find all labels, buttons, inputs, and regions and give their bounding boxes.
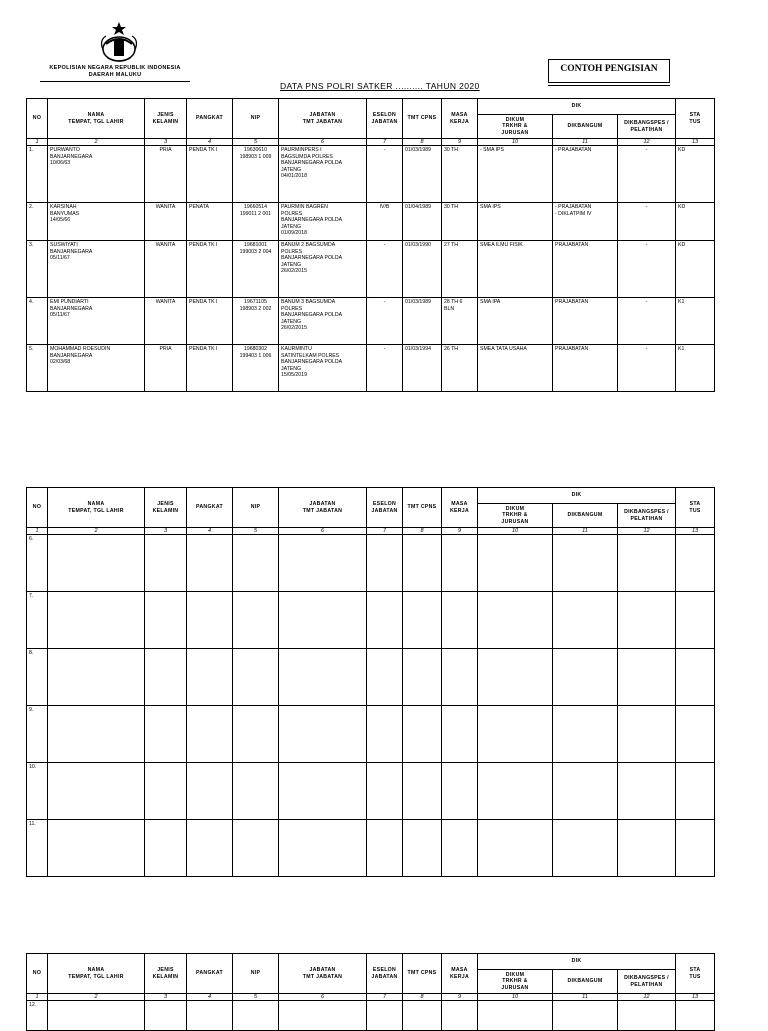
col-number: 13 [676,139,715,146]
cell-empty [279,535,367,592]
cell-tmt: 01/03/1994 [403,345,442,392]
cell-masa: 30 TH [442,203,478,241]
col-header-masa-kerja: MASA KERJA [442,99,478,139]
cell-empty [553,820,618,877]
cell-dikbangum: PRAJABATAN [553,241,618,298]
cell-no: 11. [27,820,48,877]
cell-eselon: - [367,241,403,298]
cell-jenis: PRIA [145,146,187,203]
cell-nama: KARSINAH BANYUMAS 14/05/66 [48,203,145,241]
cell-pangkat: PENDA TK I [187,241,233,298]
stamp-underline [548,85,670,86]
cell-empty [478,535,553,592]
cell-status: K1 [676,298,715,345]
pns-table-3 [26,953,715,1031]
cell-dikbangspes: - [618,241,676,298]
cell-masa: 30 TH [442,146,478,203]
document-title-text: DATA PNS POLRI SATKER .......... TAHUN 2020 [280,81,480,91]
col-header-jenis-kelamin: JENIS KELAMIN [145,99,187,139]
cell-eselon: - [367,345,403,392]
cell-empty [367,535,403,592]
table-row [27,592,715,649]
table-row [27,241,715,298]
col-number: 13 [676,528,715,535]
cell-empty [403,706,442,763]
cell-nama: EMI PUNDIARTI BANJARNEGARA 05/11/67 [48,298,145,345]
cell-jabatan: KAURMINTU SATINTELKAM POLRES BANJARNEGARA POLDA JATENG 15/05/2019 [279,345,367,392]
table-row [27,763,715,820]
cell-empty [618,763,676,820]
cell-jenis: WANITA [145,298,187,345]
cell-tmt: 01/03/1990 [403,241,442,298]
cell-empty [48,535,145,592]
col-number: 6 [279,994,367,1001]
cell-empty [145,649,187,706]
col-header-pangkat: PANGKAT [187,99,233,139]
cell-empty [403,592,442,649]
cell-tmt: 01/04/1989 [403,203,442,241]
col-header-tmt-cpns: TMT CPNS [403,488,442,528]
document-title [280,81,480,91]
col-number: 9 [442,528,478,535]
col-header-pangkat: PANGKAT [187,954,233,994]
col-header-tmt-cpns: TMT CPNS [403,99,442,139]
cell-empty [478,763,553,820]
col-number: 4 [187,528,233,535]
cell-dikum: SMA IPS [478,203,553,241]
cell-empty [145,1001,187,1031]
cell-empty [478,649,553,706]
cell-nip: 19681001 199003 2 004 [233,241,279,298]
cell-empty [187,820,233,877]
col-header-no: NO [27,954,48,994]
col-header-dik: DIK [478,488,676,504]
cell-empty [442,763,478,820]
col-header-dikbangspes: DIKBANGSPES / PELATIHAN [618,970,676,994]
cell-no: 4. [27,298,48,345]
cell-empty [618,649,676,706]
col-header-jabatan: JABATAN TMT JABATAN [279,488,367,528]
org-line-2: DAERAH MALUKU [88,72,142,78]
cell-empty [478,1001,553,1031]
col-header-dikum: DIKUM TRKHR & JURUSAN [478,504,553,528]
cell-empty [233,592,279,649]
cell-empty [48,706,145,763]
col-number: 5 [233,994,279,1001]
cell-empty [233,1001,279,1031]
col-header-no: NO [27,99,48,139]
cell-empty [187,592,233,649]
col-header-dikbangum: DIKBANGUM [553,504,618,528]
cell-empty [442,649,478,706]
table-row [27,203,715,241]
cell-empty [367,592,403,649]
col-number: 3 [145,139,187,146]
cell-nip: 19660514 199011 2 001 [233,203,279,241]
col-number: 13 [676,994,715,1001]
table-row [27,535,715,592]
col-header-jenis-kelamin: JENIS KELAMIN [145,954,187,994]
cell-nama: SUSWIYATI BANJARNEGARA 05/11/67 [48,241,145,298]
col-number: 7 [367,139,403,146]
col-number: 7 [367,994,403,1001]
cell-pangkat: PENDA TK I [187,146,233,203]
cell-empty [233,535,279,592]
cell-empty [279,1001,367,1031]
col-number: 10 [478,139,553,146]
col-header-jabatan: JABATAN TMT JABATAN [279,99,367,139]
cell-empty [187,1001,233,1031]
cell-dikbangspes: - [618,146,676,203]
cell-status: KD [676,203,715,241]
cell-empty [676,535,715,592]
cell-no: 2. [27,203,48,241]
cell-empty [676,592,715,649]
col-header-nama: NAMA TEMPAT, TGL LAHIR [48,954,145,994]
cell-empty [233,649,279,706]
col-header-jabatan: JABATAN TMT JABATAN [279,954,367,994]
cell-empty [676,763,715,820]
col-number: 6 [279,528,367,535]
col-number: 5 [233,139,279,146]
table-row [27,146,715,203]
pns-table-1 [26,98,715,392]
col-number: 8 [403,994,442,1001]
col-header-tmt-cpns: TMT CPNS [403,954,442,994]
col-number: 6 [279,139,367,146]
cell-no: 12. [27,1001,48,1031]
cell-empty [187,535,233,592]
cell-eselon: IV/B [367,203,403,241]
organization-name [40,65,190,79]
cell-dikbangspes: - [618,203,676,241]
cell-no: 7. [27,592,48,649]
cell-masa: 28 TH 6 BLN [442,298,478,345]
col-header-status: STA TUS [676,954,715,994]
col-number: 10 [478,994,553,1001]
cell-empty [478,706,553,763]
col-number: 11 [553,139,618,146]
cell-empty [279,706,367,763]
cell-empty [618,535,676,592]
cell-nip: 19630610 198903 1 009 [233,146,279,203]
cell-jabatan: PAURMINPERS I BAGSUMDA POLRES BANJARNEGARA POLDA JATENG 04/01/2018 [279,146,367,203]
cell-empty [403,649,442,706]
cell-tmt: 01/03/1989 [403,298,442,345]
cell-empty [676,820,715,877]
cell-empty [553,763,618,820]
cell-empty [553,535,618,592]
cell-dikbangum: - PRAJABATAN [553,146,618,203]
cell-empty [233,706,279,763]
col-header-masa-kerja: MASA KERJA [442,488,478,528]
col-header-pangkat: PANGKAT [187,488,233,528]
col-number: 12 [618,528,676,535]
cell-empty [553,1001,618,1031]
cell-empty [442,1001,478,1031]
col-header-dikbangum: DIKBANGUM [553,970,618,994]
cell-empty [279,820,367,877]
cell-masa: 27 TH [442,241,478,298]
table-row [27,820,715,877]
police-emblem-logo [94,20,144,64]
col-number: 2 [48,528,145,535]
cell-dikbangspes: - [618,345,676,392]
cell-dikbangum: - PRAJABATAN - DIKLATPIM IV [553,203,618,241]
cell-empty [442,706,478,763]
col-header-dikbangum: DIKBANGUM [553,115,618,139]
col-header-dikum: DIKUM TRKHR & JURUSAN [478,970,553,994]
cell-empty [618,592,676,649]
cell-empty [403,763,442,820]
cell-empty [478,592,553,649]
col-number: 11 [553,528,618,535]
cell-empty [279,649,367,706]
cell-jabatan: BANUM 3 BAGSUMDA POLRES BANJARNEGARA POLDA JATENG 26/02/2015 [279,298,367,345]
cell-empty [187,706,233,763]
cell-no: 10. [27,763,48,820]
col-number: 11 [553,994,618,1001]
table-row [27,649,715,706]
cell-tmt: 01/03/1989 [403,146,442,203]
table-row [27,345,715,392]
cell-empty [279,763,367,820]
col-header-nama: NAMA TEMPAT, TGL LAHIR [48,488,145,528]
cell-jabatan: PAURMIN BAGREN POLRES BANJARNEGARA POLDA JATENG 01/09/2018 [279,203,367,241]
cell-empty [367,1001,403,1031]
cell-empty [233,820,279,877]
cell-empty [48,820,145,877]
cell-empty [367,763,403,820]
org-underline [40,81,190,82]
cell-jenis: WANITA [145,203,187,241]
cell-empty [442,535,478,592]
cell-jabatan: BANUM 2 BAGSUMDA POLRES BANJARNEGARA POLDA JATENG 26/02/2015 [279,241,367,298]
col-header-status: STA TUS [676,99,715,139]
col-header-masa-kerja: MASA KERJA [442,954,478,994]
col-header-eselon: ESELON JABATAN [367,99,403,139]
cell-jenis: WANITA [145,241,187,298]
col-number: 9 [442,139,478,146]
col-number: 5 [233,528,279,535]
cell-empty [367,649,403,706]
cell-masa: 26 TH [442,345,478,392]
cell-empty [618,820,676,877]
cell-status: KD [676,146,715,203]
col-number: 10 [478,528,553,535]
cell-empty [145,535,187,592]
cell-no: 8. [27,649,48,706]
cell-empty [48,763,145,820]
col-number: 8 [403,528,442,535]
col-number: 3 [145,528,187,535]
cell-dikbangum: PRAJABATAN [553,298,618,345]
col-number: 9 [442,994,478,1001]
cell-empty [676,1001,715,1031]
cell-empty [145,763,187,820]
cell-pangkat: PENDA TK I [187,345,233,392]
col-number: 4 [187,139,233,146]
cell-empty [676,706,715,763]
cell-dikum: SMA IPA [478,298,553,345]
cell-empty [48,649,145,706]
cell-empty [145,706,187,763]
cell-empty [442,592,478,649]
cell-dikbangspes: - [618,298,676,345]
col-header-eselon: ESELON JABATAN [367,954,403,994]
cell-no: 3. [27,241,48,298]
col-header-dikbangspes: DIKBANGSPES / PELATIHAN [618,504,676,528]
cell-empty [145,592,187,649]
cell-empty [553,706,618,763]
cell-no: 5. [27,345,48,392]
col-header-eselon: ESELON JABATAN [367,488,403,528]
col-number: 12 [618,139,676,146]
col-header-jenis-kelamin: JENIS KELAMIN [145,488,187,528]
cell-empty [48,592,145,649]
cell-dikum: SMEA TATA USAHA [478,345,553,392]
cell-pangkat: PENATA [187,203,233,241]
cell-empty [442,820,478,877]
cell-nama: MOHAMMAD ROESUDIN BANJARNEGARA 02/03/68 [48,345,145,392]
cell-no: 9. [27,706,48,763]
col-number: 8 [403,139,442,146]
cell-empty [367,706,403,763]
col-header-dikbangspes: DIKBANGSPES / PELATIHAN [618,115,676,139]
cell-empty [403,535,442,592]
col-header-nip: NIP [233,488,279,528]
cell-empty [403,1001,442,1031]
col-header-dik: DIK [478,954,676,970]
stamp-box: CONTOH PENGISIAN [548,59,670,83]
cell-empty [367,820,403,877]
col-number: 3 [145,994,187,1001]
col-header-dikum: DIKUM TRKHR & JURUSAN [478,115,553,139]
col-number: 1 [27,994,48,1001]
cell-dikum: SMEA ILMU FISIK [478,241,553,298]
cell-status: K1 [676,345,715,392]
cell-nama: PURWANTO BANJARNEGARA 10/06/63 [48,146,145,203]
table-row [27,1001,715,1031]
cell-empty [233,763,279,820]
cell-nip: 19680302 199403 1 006 [233,345,279,392]
cell-empty [478,820,553,877]
cell-empty [187,763,233,820]
org-line-1: KEPOLISIAN NEGARA REPUBLIK INDONESIA [49,65,181,71]
table-row [27,706,715,763]
cell-no: 6. [27,535,48,592]
cell-empty [187,649,233,706]
pns-table-2 [26,487,715,877]
col-number: 1 [27,139,48,146]
col-number: 2 [48,994,145,1001]
col-header-status: STA TUS [676,488,715,528]
cell-empty [553,592,618,649]
cell-status: KD [676,241,715,298]
col-header-nip: NIP [233,99,279,139]
col-number: 2 [48,139,145,146]
cell-nip: 19671105 198903 2 002 [233,298,279,345]
cell-empty [145,820,187,877]
cell-empty [48,1001,145,1031]
cell-eselon: - [367,146,403,203]
cell-empty [553,649,618,706]
cell-eselon: - [367,298,403,345]
cell-dikum: - SMA IPS [478,146,553,203]
cell-jenis: PRIA [145,345,187,392]
col-number: 4 [187,994,233,1001]
cell-empty [403,820,442,877]
col-number: 1 [27,528,48,535]
cell-empty [618,706,676,763]
cell-no: 1. [27,146,48,203]
col-header-dik: DIK [478,99,676,115]
table-row [27,298,715,345]
cell-empty [618,1001,676,1031]
col-header-nip: NIP [233,954,279,994]
col-header-no: NO [27,488,48,528]
cell-dikbangum: PRAJABATAN [553,345,618,392]
col-number: 7 [367,528,403,535]
cell-empty [676,649,715,706]
col-header-nama: NAMA TEMPAT, TGL LAHIR [48,99,145,139]
cell-pangkat: PENDA TK I [187,298,233,345]
col-number: 12 [618,994,676,1001]
cell-empty [279,592,367,649]
